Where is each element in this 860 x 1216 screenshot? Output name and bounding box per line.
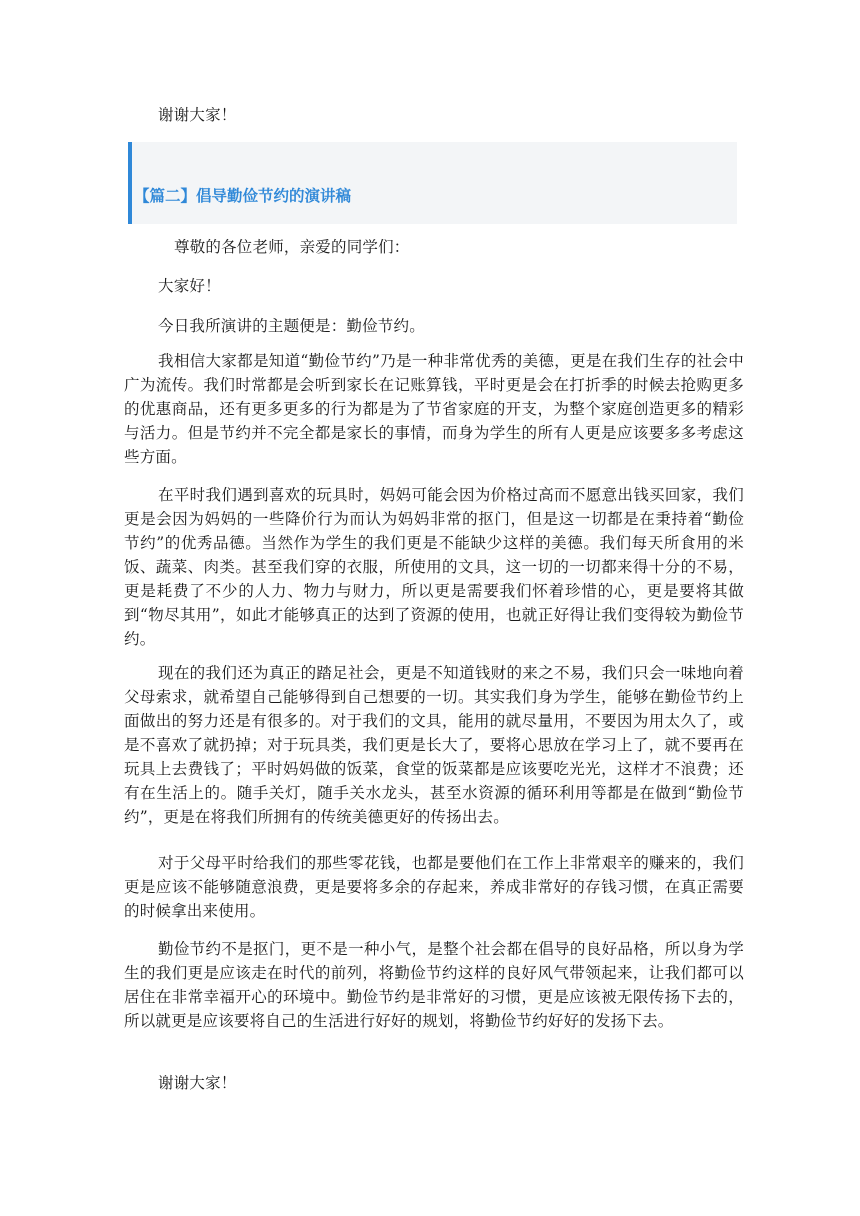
body-paragraph-2: 在平时我们遇到喜欢的玩具时，妈妈可能会因为价格过高而不愿意出钱买回家，我们更是会因为妈妈的一些降价行为而认为妈妈非常的抠门，但是这一切都是在秉持着“勤俭节约”的优秀品德。当然作为学生的我们更是不能缺少这样的美德。我们每天所食用的米饭、蔬菜、肉类。甚至我们穿的衣服，所使用的文具，这一切的一切都来得十分的不易，更是耗费了不少的人力、物力与财力，所以更是需要我们怀着珍惜的心，更是要将其做到“物尽其用”，如此才能够真正的达到了资源的使用，也就正好得让我们变得较为勤俭节约。 [124, 486, 744, 648]
section-heading: 【篇二】倡导勤俭节约的演讲稿 [134, 187, 352, 205]
body-paragraph-5: 勤俭节约不是抠门，更不是一种小气，是整个社会都在倡导的良好品格，所以身为学生的我们更是应该走在时代的前列，将勤俭节约这样的良好风气带领起来，让我们都可以居住在非常幸福开心的环境中。勤俭节约是非常好的习惯，更是应该被无限传扬下去的，所以就更是应该要将自己的生活进行好好的规划，将勤俭节约好好的发扬下去。 [124, 940, 744, 1030]
body-paragraph-4: 对于父母平时给我们的那些零花钱，也都是要他们在工作上非常艰辛的赚来的，我们更是应该不能够随意浪费，更是要将多余的存起来，养成非常好的存钱习惯，在真正需要的时候拿出来使用。 [124, 854, 744, 920]
greeting-text: 大家好！ [158, 277, 221, 295]
body-paragraph-1: 我相信大家都是知道“勤俭节约”乃是一种非常优秀的美德，更是在我们生存的社会中广为流传。我们时常都是会听到家长在记账算钱，平时更是会在打折季的时候去抢购更多的优惠商品，还有更多更多的行为都是为了节省家庭的开支，为整个家庭创造更多的精彩与活力。但是节约并不完全都是家长的事情，而身为学生的所有人更是应该要多多考虑这些方面。 [124, 352, 744, 466]
topic-text: 今日我所演讲的主题便是：勤俭节约。 [158, 317, 425, 335]
closing-text-bottom: 谢谢大家！ [158, 1074, 237, 1092]
salutation-text: 尊敬的各位老师，亲爱的同学们： [174, 238, 410, 256]
section-heading-box [128, 142, 737, 224]
closing-text-top: 谢谢大家！ [158, 106, 237, 124]
body-paragraph-3: 现在的我们还为真正的踏足社会，更是不知道钱财的来之不易，我们只会一味地向着父母索求，就希望自己能够得到自己想要的一切。其实我们身为学生，能够在勤俭节约上面做出的努力还是有很多的。对于我们的文具，能用的就尽量用，不要因为用太久了，或是不喜欢了就扔掉；对于玩具类，我们更是长大了，要将心思放在学习上了，就不要再在玩具上去费钱了；平时妈妈做的饭菜，食堂的饭菜都是应该要吃光光，这样才不浪费；还有在生活上的。随手关灯，随手关水龙头，甚至水资源的循环利用等都是在做到“勤俭节约”，更是在将我们所拥有的传统美德更好的传扬出去。 [124, 664, 744, 826]
